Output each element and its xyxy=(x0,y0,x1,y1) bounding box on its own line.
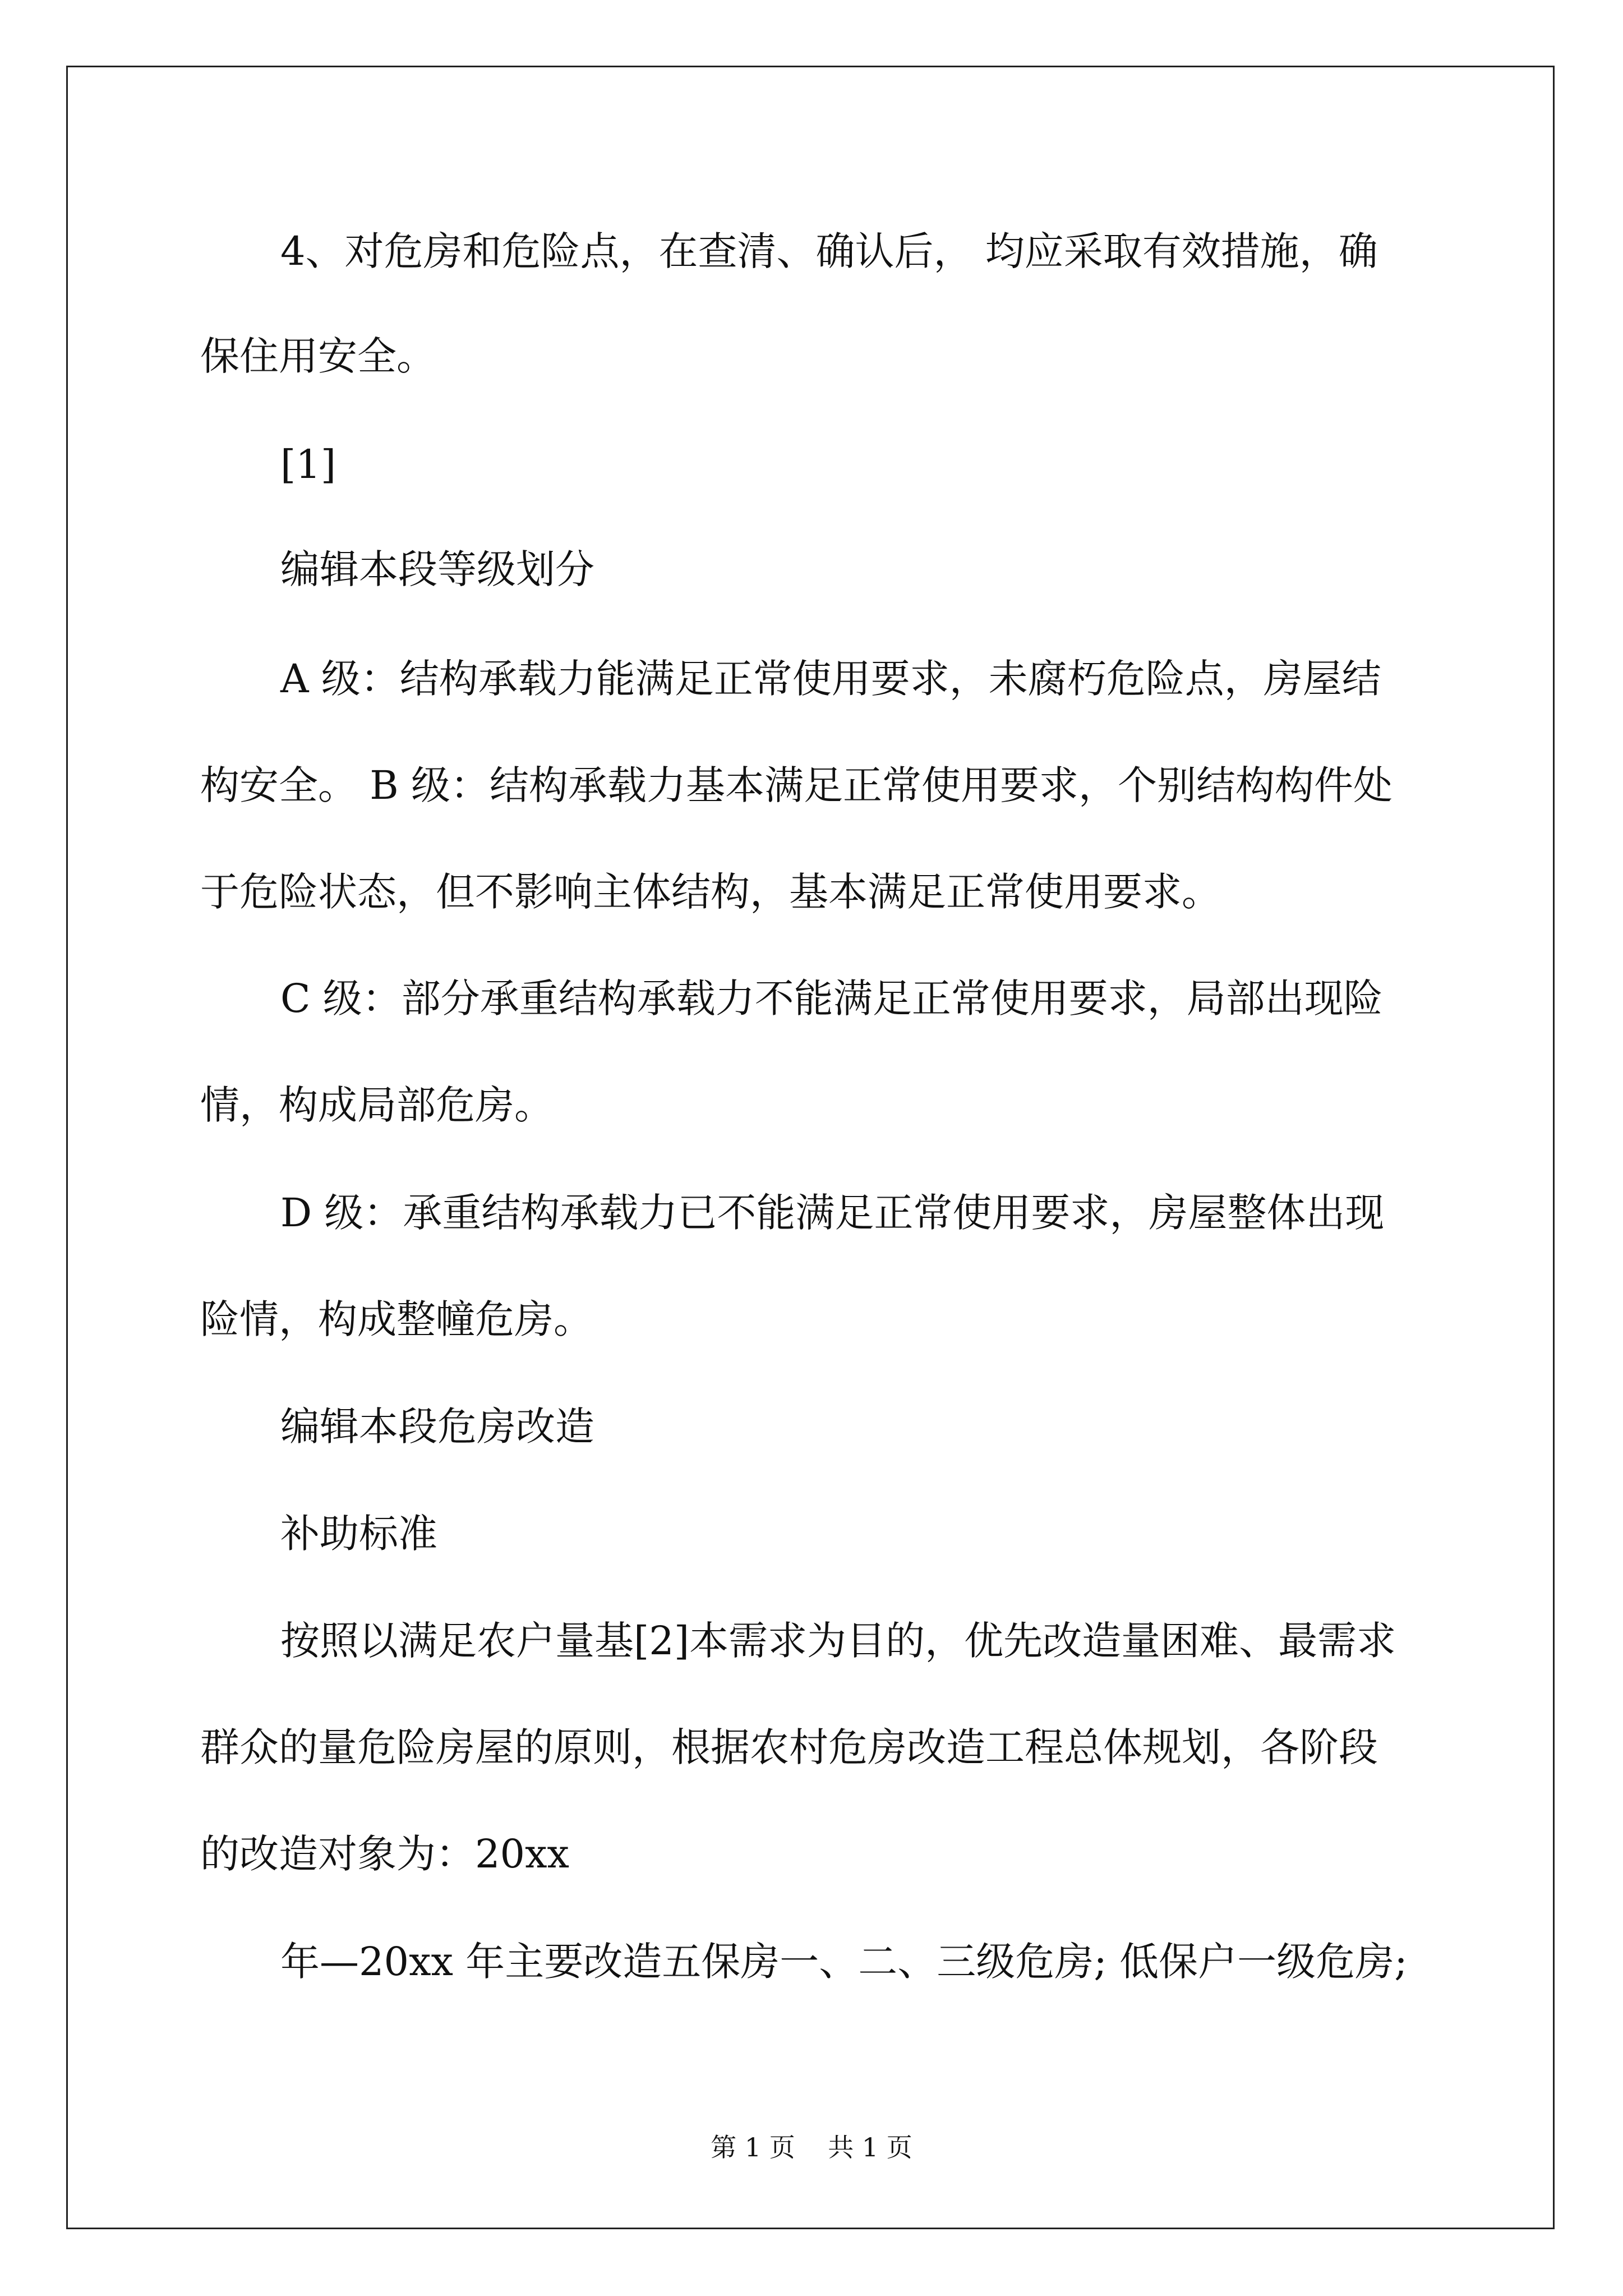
line-text: 编辑本段等级划分 xyxy=(280,546,594,592)
line-text: 年—20xx 年主要改造五保房一、二、三级危房; 低保户一级危房; xyxy=(280,1939,1408,1985)
line-text: 险情，构成整幢危房。 xyxy=(200,1296,593,1342)
line-text: C 级：部分承重结构承载力不能满足正常使用要求，局部出现险 xyxy=(280,976,1383,1022)
page-footer: 第 1 页 共 1 页 xyxy=(711,2132,912,2162)
page-border xyxy=(66,66,1555,2229)
line-text: 群众的量危险房屋的原则，根据农村危房改造工程总体规划，各阶段 xyxy=(200,1724,1378,1770)
line-text: A 级：结构承载力能满足正常使用要求，未腐朽危险点，房屋结 xyxy=(280,656,1381,702)
line-text: 补助标准 xyxy=(280,1511,437,1557)
line-text: 编辑本段危房改造 xyxy=(280,1404,594,1450)
line-text: 构安全。 B 级：结构承载力基本满足正常使用要求，个别结构构件处 xyxy=(200,762,1393,808)
line-text: 按照以满足农户量基[2]本需求为目的，优先改造量困难、最需求 xyxy=(280,1618,1396,1664)
line-text: 保住用安全。 xyxy=(200,333,436,379)
line-text: 于危险状态，但不影响主体结构，基本满足正常使用要求。 xyxy=(200,869,1221,915)
line-text: 情，构成局部危房。 xyxy=(200,1082,554,1128)
citation-ref: [1] xyxy=(280,441,336,487)
line-text: 4、对危房和危险点，在查清、确认后， 均应采取有效措施，确 xyxy=(280,228,1378,274)
line-text: D 级：承重结构承载力已不能满足正常使用要求，房屋整体出现 xyxy=(280,1190,1385,1236)
line-text: 的改造对象为：20xx xyxy=(200,1831,570,1877)
